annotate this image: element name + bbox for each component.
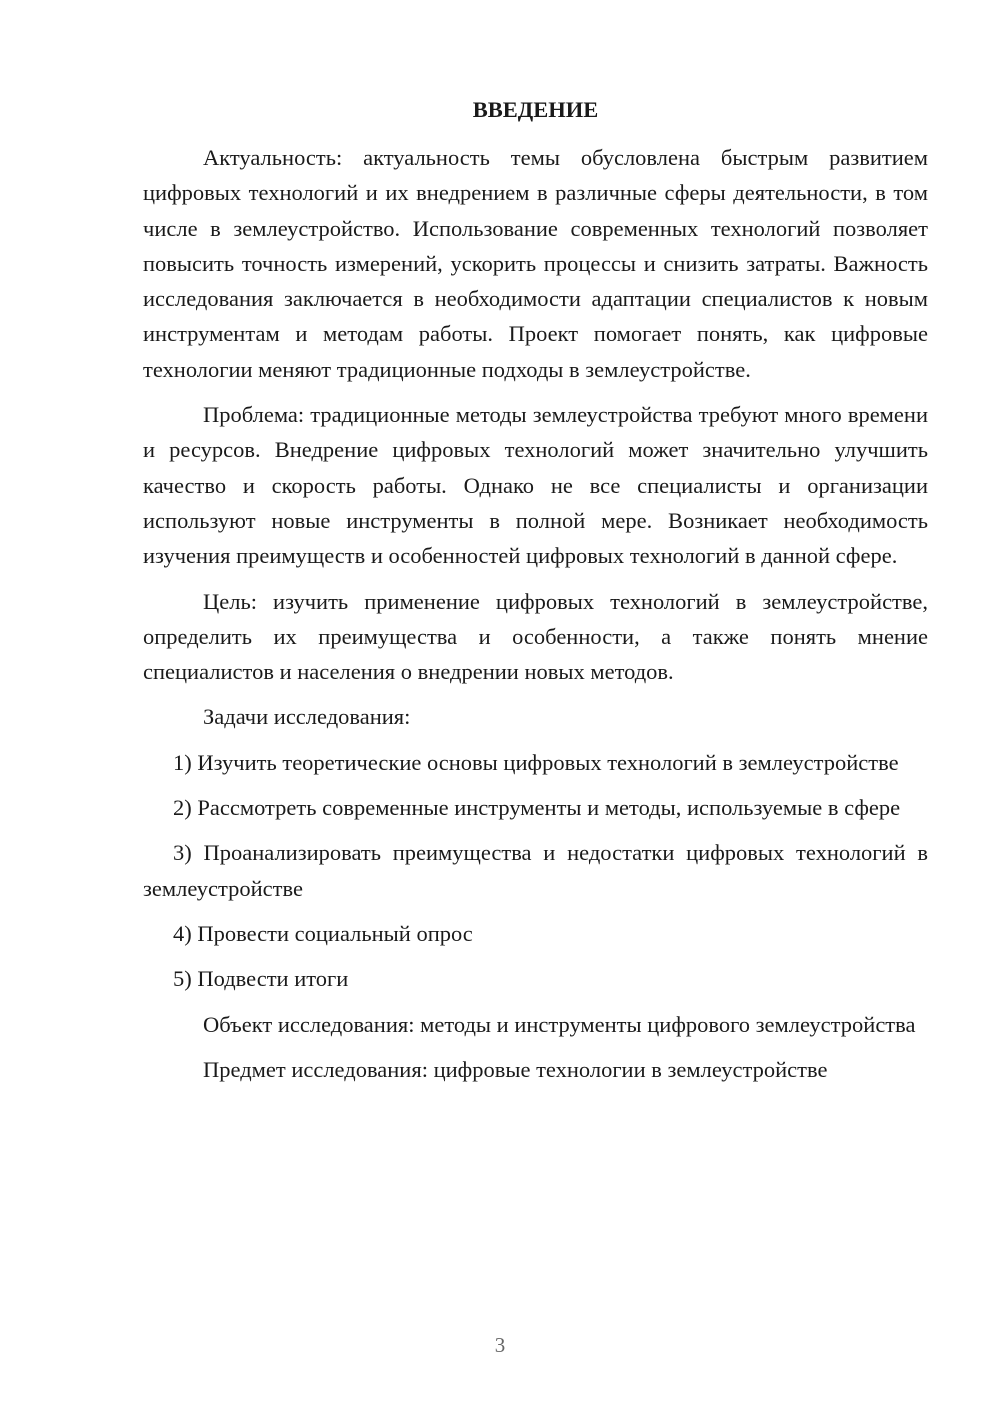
list-item: 1) Изучить теоретические основы цифровых технологий в землеустройстве [173, 749, 899, 775]
tasks-heading: Задачи исследования: [203, 704, 411, 730]
page-number: 3 [494, 1333, 506, 1357]
list-item: 3) Проанализировать преимущества и недостатки цифровых технологий в землеустройстве [143, 840, 928, 901]
problem-paragraph: Проблема: традиционные методы землеустройства требуют много времени и ресурсов. Внедрение цифровых технологий может значительно улучшить качество и скорость работы. Однако не все специалисты и организации используют новые инструменты в полной мере. Возникает необходимость изучения преимуществ и особенностей цифровых технологий в данной сфере. [143, 402, 928, 569]
goal-paragraph: Цель: изучить применение цифровых технологий в землеустройстве, определить их преимущества и особенности, а также понять мнение специалистов и населения о внедрении новых методов. [143, 588, 928, 685]
page-content [143, 96, 928, 1087]
list-item: 5) Подвести итоги [173, 966, 349, 992]
subject-paragraph: Предмет исследования: цифровые технологии в землеустройстве [203, 1056, 828, 1082]
object-paragraph: Объект исследования: методы и инструменты цифрового землеустройства [203, 1011, 916, 1037]
list-item: 4) Провести социальный опрос [173, 920, 473, 946]
relevance-paragraph: Актуальность: актуальность темы обусловлена быстрым развитием цифровых технологий и их внедрением в различные сферы деятельности, в том числе в землеустройство. Использование современных технологий позволяет повысить точность измерений, ускорить процессы и снизить затраты. Важность исследования заключается в необходимости адаптации специалистов к новым инструментам и методам работы. Проект помогает понять, как цифровые технологии меняют традиционные подходы в землеустройстве. [143, 145, 928, 382]
page-title: ВВЕДЕНИЕ [472, 97, 599, 122]
list-item: 2) Рассмотреть современные инструменты и методы, используемые в сфере [173, 795, 901, 821]
